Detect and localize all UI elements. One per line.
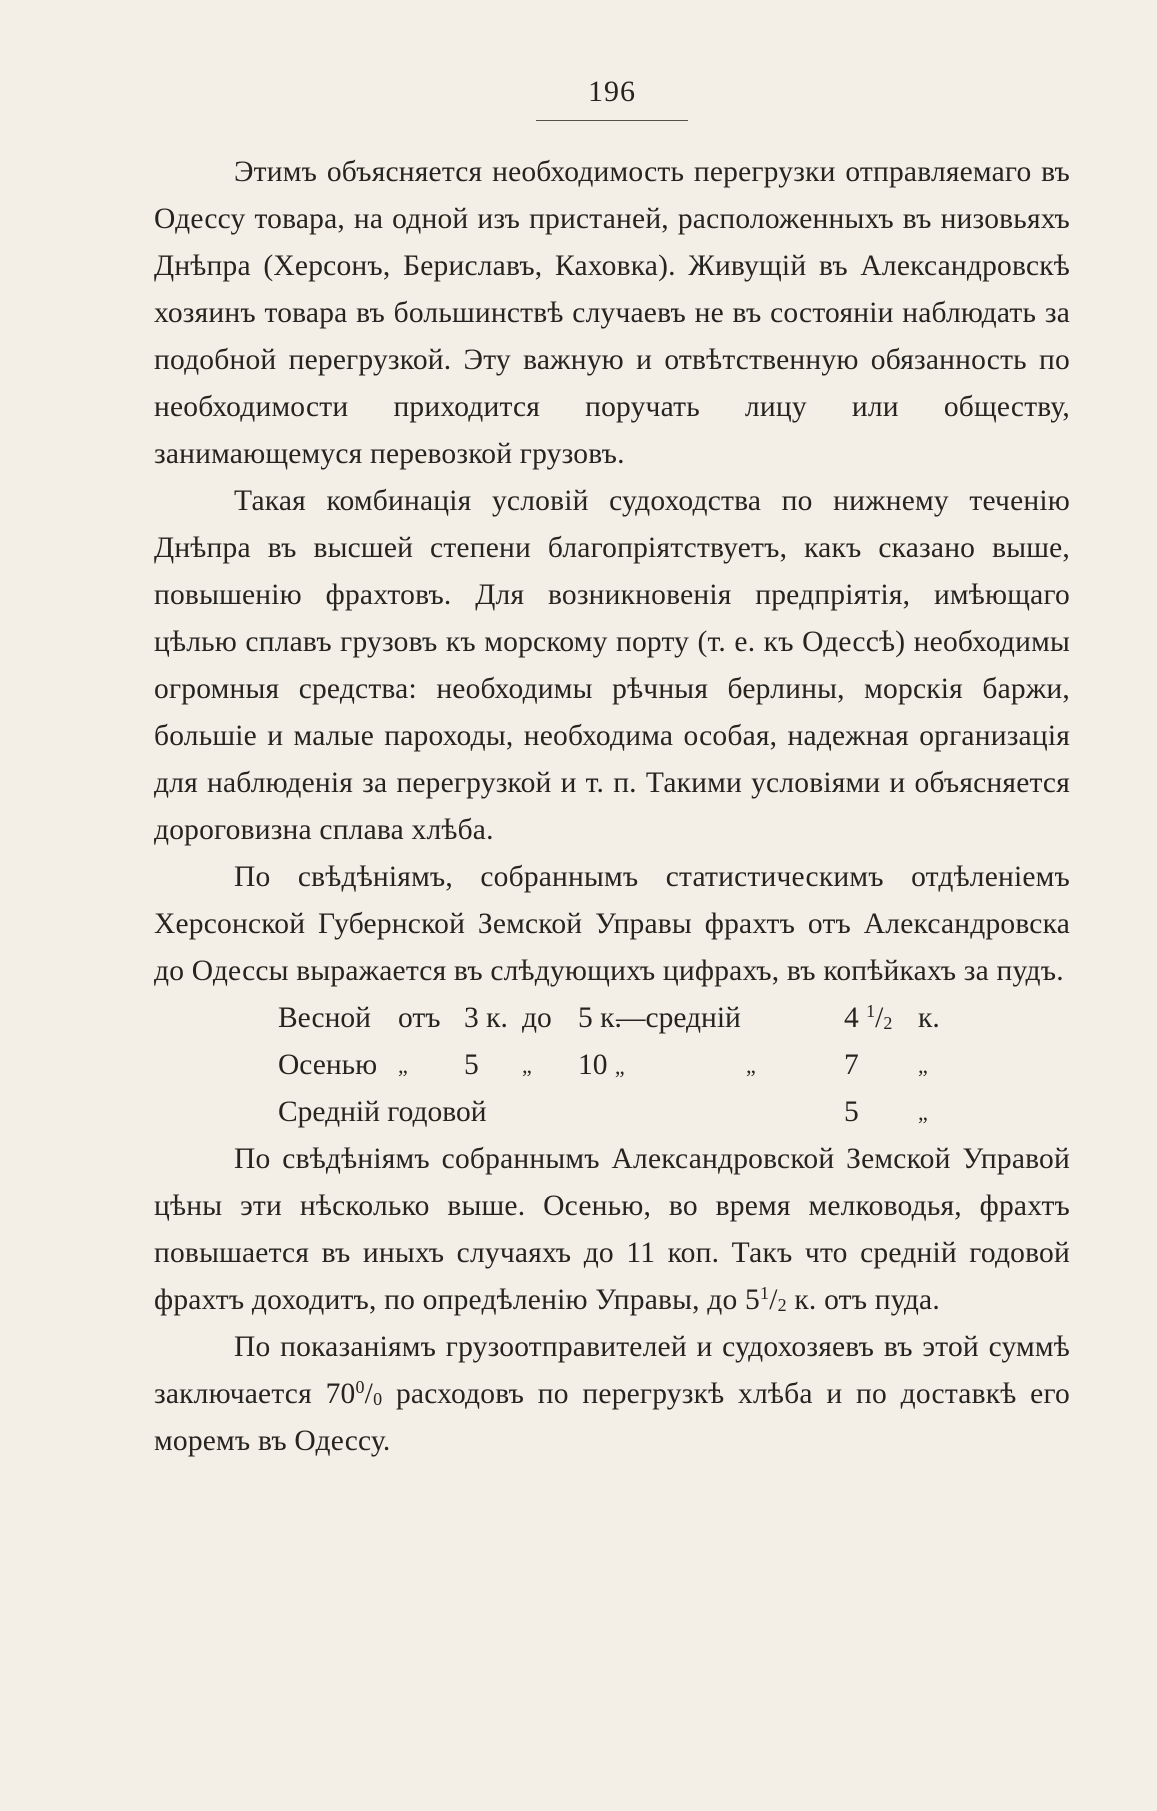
- autumn-from-value: 5: [464, 1049, 479, 1081]
- paragraph-4: По свѣдѣніямъ собраннымъ Александровской Земской Управой цѣны эти нѣсколько выше. Осенью, во время мелководья, фрахтъ повышается въ иныхъ случаяхъ до 11 коп. Такъ что средній годовой фрахтъ доходитъ, по опредѣленію Управы, до $5^1/_2$ к. отъ пуда.: [154, 1143, 1070, 1316]
- paragraph-4-fraction-numerator: 1: [760, 1283, 770, 1303]
- page-number: 196: [588, 75, 636, 108]
- paragraph-5-percent-number: 70: [325, 1378, 356, 1410]
- header-rule: [536, 120, 688, 121]
- document-page: [154, 72, 1070, 1465]
- freight-row-yearly: [278, 1089, 1070, 1136]
- autumn-to-unit-ditto: „: [614, 1054, 625, 1079]
- spring-to-word: до: [522, 1002, 552, 1034]
- paragraph-1: Этимъ объясняется необходимость перегрузки отправляемаго въ Одессу товара, на одной изъ пристаней, расположенныхъ въ низовьяхъ Днѣпра (Херсонъ, Бериславъ, Каховка). Живущій въ Александровскѣ хозяинъ товара въ большинствѣ случаевъ не въ состояніи наблюдать за подобной перегрузкой. Эту важную и отвѣтственную обязанность по необходимости приходится поручать лицу или обществу, занимающемуся перевозкой грузовъ.: [154, 156, 1070, 470]
- autumn-label: Осенью: [278, 1049, 378, 1081]
- body-text: [154, 149, 1070, 1465]
- spring-average-label: —средній: [616, 1002, 741, 1034]
- paragraph-5-text-after: расходовъ по перегрузкѣ хлѣба и по доставкѣ его моремъ въ Одессу.: [154, 1378, 1070, 1457]
- spring-average-value: 4 $^1/_2$: [844, 1001, 893, 1034]
- autumn-average-value: 7: [844, 1049, 859, 1081]
- paragraph-4-fraction-whole: 5: [745, 1284, 760, 1316]
- paragraph-5-text-before: По показаніямъ грузоотправителей и судохозяевъ въ этой суммѣ заключается: [154, 1331, 1070, 1410]
- paragraph-5: По показаніямъ грузоотправителей и судохозяевъ въ этой суммѣ заключается $70^0/_0$ расходовъ по перегрузкѣ хлѣба и по доставкѣ его моремъ въ Одессу.: [154, 1331, 1070, 1457]
- autumn-average-ditto: „: [746, 1053, 756, 1078]
- autumn-to-number: 10: [578, 1049, 608, 1081]
- freight-row-spring: [278, 995, 1070, 1042]
- spring-unit: к.: [918, 1002, 940, 1034]
- paragraph-5-percent-sub: 0: [373, 1389, 383, 1409]
- paragraph-2: Такая комбинація условій судоходства по нижнему теченію Днѣпра въ высшей степени благопріятствуетъ, какъ сказано выше, повышенію фрахтовъ. Для возникновенія предпріятія, имѣющаго цѣлью сплавъ грузовъ къ морскому порту (т. е. къ Одессѣ) необходимы огромныя средства: необходимы рѣчныя берлины, морскія баржи, большіе и малые пароходы, необходима особая, надежная организація для наблюденія за перегрузкой и т. п. Такими условіями и объясняется дороговизна сплава хлѣба.: [154, 485, 1070, 846]
- spring-average-whole: 4: [844, 1002, 859, 1034]
- paragraph-4-tail: к. отъ пуда.: [794, 1284, 940, 1316]
- spring-to-value: 5 к.: [578, 1002, 622, 1034]
- paragraph-5-percent-sup: 0: [355, 1377, 365, 1397]
- yearly-label: Средній годовой: [278, 1096, 487, 1128]
- yearly-unit-ditto: „: [918, 1100, 928, 1125]
- autumn-unit-ditto: „: [918, 1053, 928, 1078]
- paragraph-3: По свѣдѣніямъ, собраннымъ статистическимъ отдѣленіемъ Херсонской Губернской Земской Управы фрахтъ отъ Александровска до Одессы выражается въ слѣдующихъ цифрахъ, въ копѣйкахъ за пудъ.: [154, 861, 1070, 987]
- spring-from-value: 3 к.: [464, 1002, 508, 1034]
- autumn-from-ditto: „: [398, 1053, 408, 1078]
- freight-table: [154, 995, 1070, 1136]
- freight-row-autumn: [278, 1042, 1070, 1089]
- paragraph-4-fraction-denominator: 2: [777, 1295, 787, 1315]
- spring-label: Весной: [278, 1002, 371, 1034]
- autumn-to-value: [578, 1042, 625, 1090]
- yearly-average-value: 5: [844, 1096, 859, 1128]
- spring-average-denominator: 2: [883, 1013, 893, 1033]
- spring-average-numerator: 1: [866, 1001, 876, 1021]
- autumn-to-ditto: „: [522, 1053, 532, 1078]
- spring-from-word: отъ: [398, 1002, 441, 1034]
- paragraph-4-text: По свѣдѣніямъ собраннымъ Александровской Земской Управой цѣны эти нѣсколько выше. Осенью, во время мелководья, фрахтъ повышается въ иныхъ случаяхъ до 11 коп. Такъ что средній годовой фрахтъ доходитъ, по опредѣленію Управы, до: [154, 1143, 1070, 1316]
